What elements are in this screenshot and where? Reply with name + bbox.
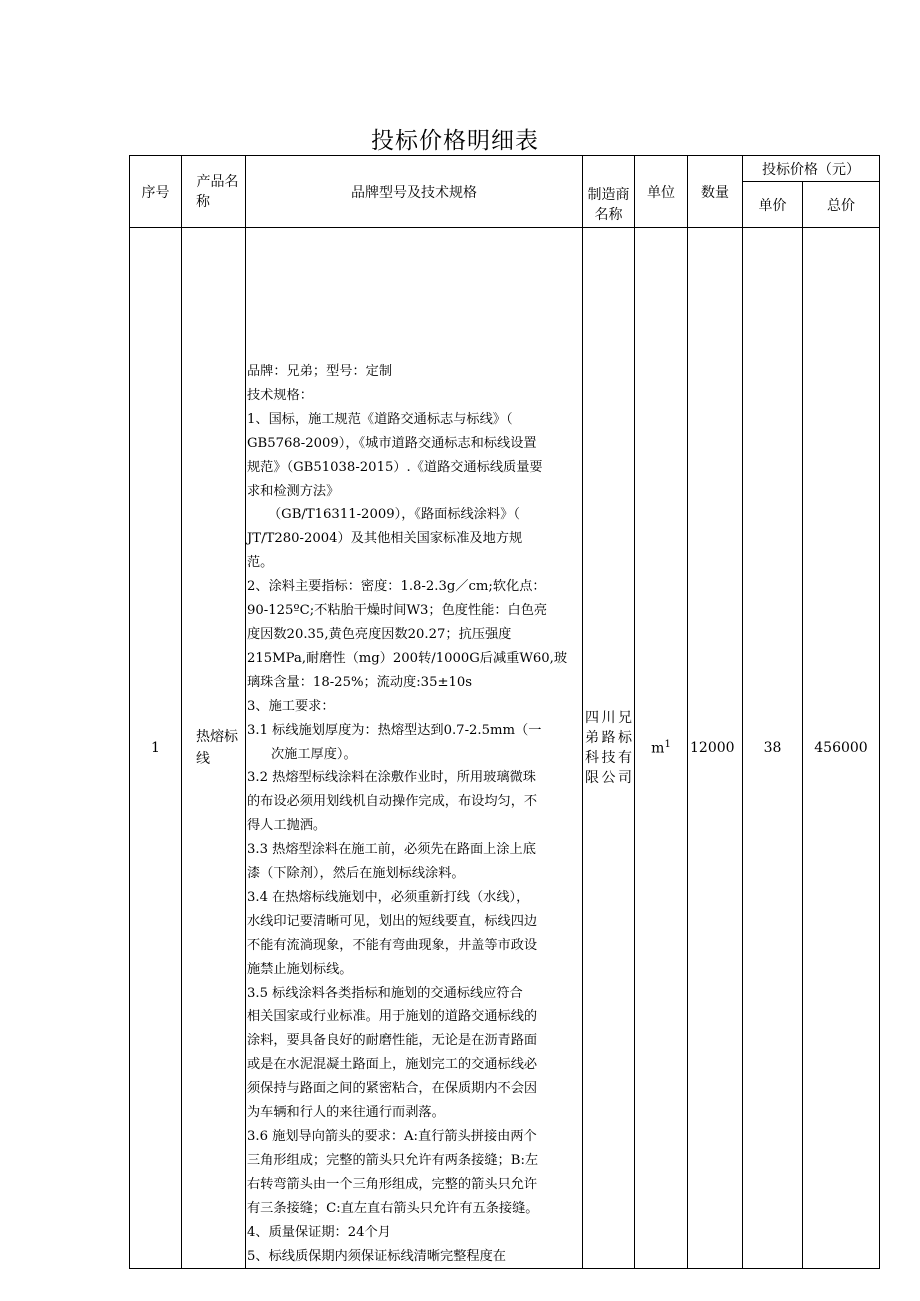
spec-line: 有三条接缝；C:直左直右箭头只允许有五条接缝。 xyxy=(247,1200,539,1216)
spec-line: 右转弯箭头由一个三角形组成，完整的箭头只允许 xyxy=(247,1176,538,1192)
spec-line: 漆（下除剂），然后在施划标线涂料。 xyxy=(247,866,465,882)
spec-line: 相关国家或行业标准。用于施划的道路交通标线的 xyxy=(247,1009,538,1025)
row-seq: 1 xyxy=(130,228,182,1269)
spec-line: 4、质量保证期：24个月 xyxy=(247,1224,391,1240)
manufacturer-line: 四川兄 xyxy=(585,710,632,727)
row-product-name-line1: 热熔标 xyxy=(196,729,238,746)
header-price-group: 投标价格（元） xyxy=(743,156,880,182)
spec-line: 为车辆和行人的来往通行而剥落。 xyxy=(247,1105,445,1121)
spec-line: 施禁止施划标线。 xyxy=(247,961,353,977)
spec-line: 3.4 在热熔标线施划中，必须重新打线（水线）， xyxy=(247,889,530,905)
spec-line: 须保持与路面之间的紧密粘合，在保质期内不会因 xyxy=(247,1081,538,1097)
spec-line: 范。 xyxy=(247,555,274,571)
row-product-name-line2: 线 xyxy=(196,751,210,768)
bid-price-table xyxy=(129,155,880,1269)
unit-base: m xyxy=(651,741,665,758)
manufacturer-line: 弟路标 xyxy=(585,730,632,747)
spec-text xyxy=(246,360,582,1268)
spec-line: 规范》（GB51038-2015）.《道路交通标线质量要 xyxy=(247,459,543,475)
page-title: 投标价格明细表 xyxy=(371,128,539,154)
spec-line: 90-125ºC;不粘胎干燥时间W3；色度性能：白色亮 xyxy=(247,603,548,619)
spec-line: 度因数20.35,黄色亮度因数20.27；抗压强度 xyxy=(247,626,512,642)
spec-line: JT/T280-2004）及其他相关国家标准及地方规 xyxy=(247,531,523,547)
row-spec xyxy=(246,228,583,1269)
row-manufacturer xyxy=(583,228,635,1269)
spec-line: 3.2 热熔型标线涂料在涂敷作业时，所用玻璃微珠 xyxy=(247,770,536,786)
row-product-name xyxy=(182,228,246,1269)
header-spec: 品牌型号及技术规格 xyxy=(246,156,583,228)
spec-line: 品牌：兄弟；型号：定制 xyxy=(247,364,393,379)
spec-line: 技术规格： xyxy=(247,387,313,403)
header-quantity: 数量 xyxy=(688,156,743,228)
header-unit: 单位 xyxy=(635,156,688,228)
spec-line: 璃珠含量：18-25%；流动度:35±10s xyxy=(247,674,473,690)
spec-line: 不能有流淌现象，不能有弯曲现象，井盖等市政设 xyxy=(247,937,538,953)
header-seq: 序号 xyxy=(130,156,182,228)
spec-line: 215MPa,耐磨性（mg）200转/1000G后减重W60,玻 xyxy=(247,650,568,666)
row-total-price: 456000 xyxy=(803,228,880,1269)
spec-line: 3.3 热熔型涂料在施工前，必须先在路面上涂上底 xyxy=(247,842,536,858)
spec-line: 2、涂料主要指标：密度：1.8-2.3g／cm;软化点： xyxy=(247,579,546,595)
spec-line: 水线印记要清晰可见，划出的短线要直，标线四边 xyxy=(247,913,538,929)
header-total-price: 总价 xyxy=(803,182,880,228)
manufacturer-line: 限公司 xyxy=(585,770,632,787)
header-product-name-line1: 产品名 xyxy=(196,173,239,190)
header-product-name xyxy=(182,156,246,228)
spec-line: 求和检测方法》 xyxy=(247,483,340,499)
spec-line: 三角形组成；完整的箭头只允许有两条接缝；B:左 xyxy=(247,1152,539,1168)
row-unit xyxy=(635,228,688,1269)
header-unit-price: 单价 xyxy=(743,182,803,228)
row-quantity: 12000 xyxy=(688,228,743,1269)
row-unit-price: 38 xyxy=(743,228,803,1269)
spec-line: 3.5 标线涂料各类指标和施划的交通标线应符合 xyxy=(247,985,523,1001)
spec-line: 的布设必须用划线机自动操作完成，布设均匀，不 xyxy=(247,794,538,810)
spec-line: （GB/T16311-2009），《路面标线涂料》（ xyxy=(268,507,520,523)
manufacturer-line: 科技有 xyxy=(585,750,632,767)
spec-line: GB5768-2009），《城市道路交通标志和标线设置 xyxy=(247,435,537,451)
spec-line: 或是在水泥混凝土路面上，施划完工的交通标线必 xyxy=(247,1057,538,1073)
spec-line: 得人工抛洒。 xyxy=(247,818,327,834)
spec-line: 次施工厚度）。 xyxy=(271,746,357,762)
header-manufacturer xyxy=(583,156,635,228)
header-manufacturer-line2: 名称 xyxy=(594,207,623,223)
spec-line: 3.1 标线施划厚度为：热熔型达到0.7-2.5mm（一 xyxy=(247,722,542,738)
manufacturer-text xyxy=(585,708,632,788)
spec-line: 3.6 施划导向箭头的要求：A:直行箭头拼接由两个 xyxy=(247,1129,537,1144)
table-row xyxy=(130,228,880,1269)
spec-line: 3、施工要求： xyxy=(247,698,335,714)
unit-superscript: 1 xyxy=(664,739,671,751)
spec-line: 1、国标，施工规范《道路交通标志与标线》（ xyxy=(247,411,513,427)
spec-line: 涂料，要具备良好的耐磨性能，无论是在沥青路面 xyxy=(247,1033,538,1049)
spec-line: 5、标线质保期内须保证标线清晰完整程度在 xyxy=(247,1248,506,1264)
header-manufacturer-line1: 制造商 xyxy=(587,187,630,203)
header-product-name-line2: 称 xyxy=(196,193,210,210)
